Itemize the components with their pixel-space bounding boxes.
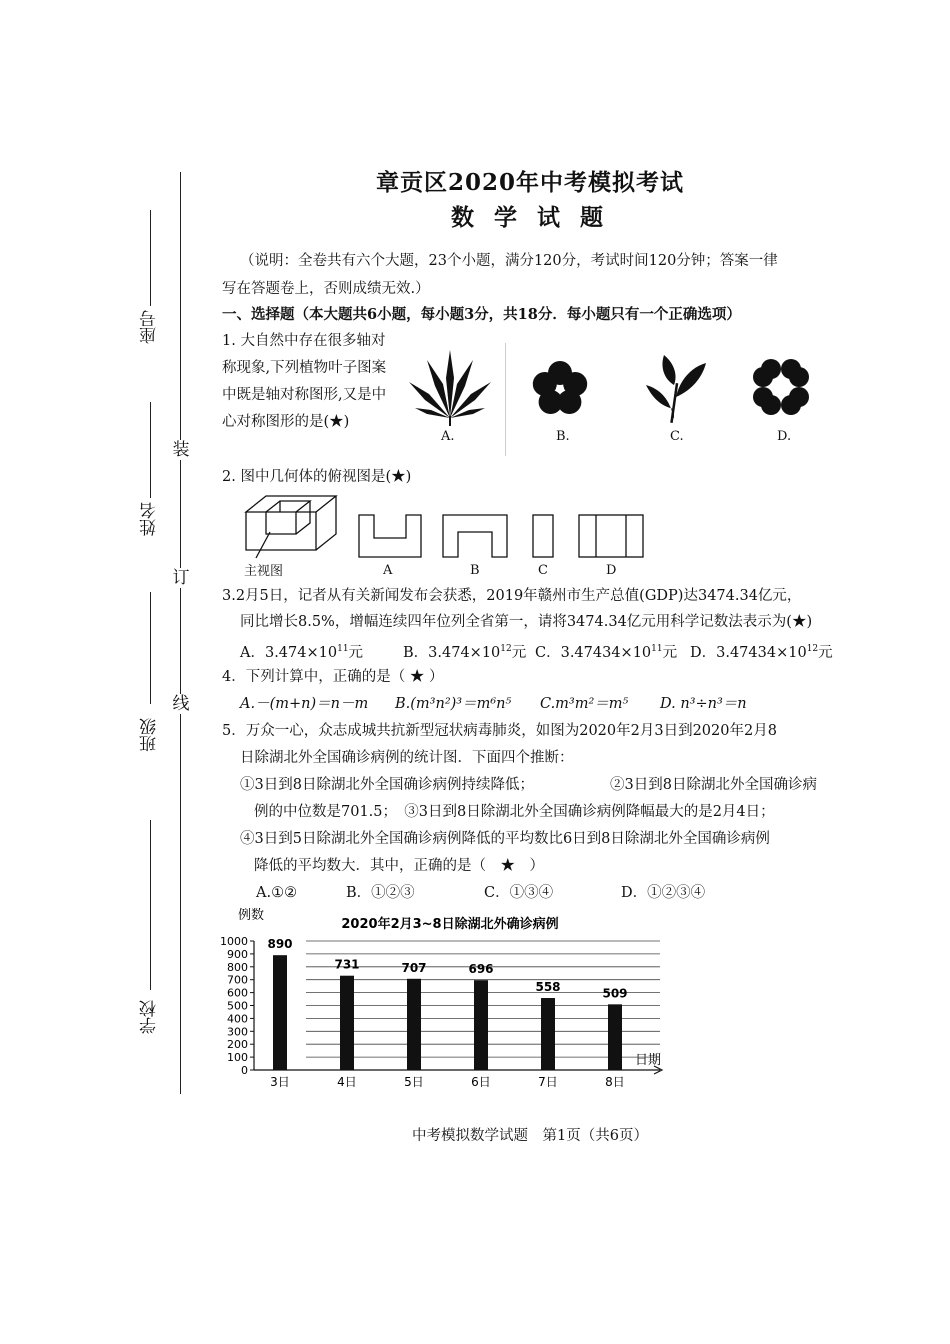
q4-option-d: D. n³÷n³＝n bbox=[660, 696, 747, 712]
q4-text: 4．下列计算中，正确的是（ ★ ） bbox=[222, 669, 444, 685]
q1-figure-c bbox=[632, 343, 722, 456]
q3-option-b: B．$3.474\times 10^{12}$元 bbox=[403, 644, 527, 661]
q3-option-d: D．$3.47434\times 10^{12}$元 bbox=[690, 644, 833, 661]
chart-bar bbox=[541, 998, 555, 1070]
chart-y-tick-label: 600 bbox=[227, 986, 248, 1000]
page-footer: 中考模拟数学试题 第1页（共6页） bbox=[412, 1128, 648, 1144]
chart-title: 2020年2月3~8日除湖北外确诊病例 bbox=[341, 917, 559, 932]
chart-data-label: 707 bbox=[401, 960, 427, 975]
chart-bar bbox=[407, 979, 421, 1070]
q5-line-6: 降低的平均数大．其中，正确的是（ ★ ） bbox=[254, 858, 544, 874]
q1-text: 1. 大自然中存在很多轴对称现象,下列植物叶子图案中既是轴对称图形,又是中心对称图形的是(★) bbox=[222, 333, 387, 430]
class-blank-line bbox=[150, 592, 151, 704]
binding-line bbox=[180, 172, 181, 1094]
chart-y-tick-label: 200 bbox=[227, 1038, 248, 1052]
chart-y-tick-label: 400 bbox=[227, 1012, 248, 1026]
chart-x-tick-label: 5日 bbox=[404, 1075, 424, 1089]
q2-front-view-label: 主视图 bbox=[244, 564, 284, 579]
instructions-line-1: （说明：全卷共有六个大题，23个小题，满分120分，考试时间120分钟；答案一律 bbox=[240, 253, 778, 269]
chart-data-label: 509 bbox=[602, 986, 628, 1001]
q1-option-a-label: A. bbox=[441, 429, 455, 444]
binding-mark-xian: 线 bbox=[170, 694, 192, 714]
five-petal-flower-icon bbox=[530, 359, 590, 419]
chart-bar bbox=[273, 955, 287, 1070]
class-label: 班级 bbox=[140, 718, 160, 752]
q5-option-d: D．①②③④ bbox=[621, 885, 706, 901]
q5-line-1: 5．万众一心，众志成城共抗新型冠状病毒肺炎，如图为2020年2月3日到2020年2月8 bbox=[222, 723, 777, 739]
q4-option-a: A.－(m+n)＝n－m bbox=[240, 696, 369, 712]
q2-option-a-figure bbox=[358, 514, 422, 558]
q1-figure-b bbox=[520, 343, 610, 456]
q2-option-d-label: D bbox=[606, 563, 617, 578]
chart-data-label: 696 bbox=[468, 962, 494, 977]
name-blank-line bbox=[150, 402, 151, 498]
chart-bar bbox=[608, 1004, 622, 1070]
name-label: 姓名 bbox=[140, 502, 160, 536]
q3-option-c: C．$3.47434\times 10^{11}$元 bbox=[535, 644, 678, 661]
school-label: 学校 bbox=[140, 1000, 160, 1034]
seat-label: 座号 bbox=[140, 310, 160, 344]
q3-line-2: 同比增长8.5%，增幅连续四年位列全省第一，请将3474.34亿元用科学记数法表示为(★) bbox=[240, 614, 813, 630]
q2-text: 2. 图中几何体的俯视图是(★) bbox=[222, 469, 412, 485]
school-blank-line bbox=[150, 820, 151, 990]
chart-y-tick-label: 1000 bbox=[220, 935, 248, 948]
four-leaf-clover-icon bbox=[749, 355, 813, 419]
q1-option-b-label: B. bbox=[556, 429, 570, 444]
q2-option-a-label: A bbox=[383, 563, 393, 578]
q5-line-4: 例的中位数是701.5； ③3日到8日除湖北外全国确诊病例降幅最大的是2月4日； bbox=[254, 804, 775, 820]
chart-bar bbox=[474, 980, 488, 1070]
chart-bar bbox=[340, 976, 354, 1070]
chart-xlabel: 日期 bbox=[634, 1053, 662, 1068]
q5-statement-4: ④3日到5日除湖北外全国确诊病例降低的平均数比6日到8日除湖北外全国确诊病例 bbox=[240, 831, 770, 847]
chart-data-label: 731 bbox=[334, 957, 360, 972]
q2-solid-figure bbox=[240, 492, 340, 562]
q1-figure-a bbox=[405, 343, 506, 456]
cannabis-leaf-icon bbox=[405, 348, 495, 428]
q5-statement-2: ②3日到8日除湖北外全国确诊病 bbox=[610, 777, 817, 793]
chart-y-tick-label: 700 bbox=[227, 973, 248, 987]
chart-x-tick-label: 7日 bbox=[538, 1075, 558, 1089]
chart-y-tick-label: 800 bbox=[227, 960, 248, 974]
q1-option-d-label: D. bbox=[777, 429, 792, 444]
q2-option-b-figure bbox=[442, 514, 508, 558]
chart-data-label: 558 bbox=[535, 980, 561, 995]
q2-option-c-figure bbox=[532, 514, 554, 558]
exam-subtitle: 数 学 试 题 bbox=[450, 204, 610, 231]
chart-x-tick-label: 6日 bbox=[471, 1075, 491, 1089]
chart-x-tick-label: 4日 bbox=[337, 1075, 357, 1089]
section-1-heading: 一、选择题（本大题共6小题，每小题3分，共18分．每小题只有一个正确选项） bbox=[222, 306, 741, 323]
q5-option-c: C．①③④ bbox=[484, 885, 554, 901]
q3-line-1: 3.2月5日，记者从有关新闻发布会获悉，2019年赣州市生产总值(GDP)达3474.34亿元， bbox=[222, 588, 802, 604]
q5-line-2: 日除湖北外全国确诊病例的统计图．下面四个推断： bbox=[240, 750, 574, 766]
chart-x-tick-label: 8日 bbox=[605, 1075, 625, 1089]
q5-option-b: B．①②③ bbox=[346, 885, 415, 901]
q3-option-a: A．$3.474\times 10^{11}$元 bbox=[240, 644, 364, 661]
leaf-sprig-icon bbox=[640, 349, 710, 424]
q2-option-b-label: B bbox=[470, 563, 480, 578]
chart-x-tick-label: 3日 bbox=[270, 1075, 290, 1089]
q4-option-c: C.m³m²＝m⁵ bbox=[540, 696, 629, 712]
q5-bar-chart bbox=[214, 904, 674, 1090]
q5-statement-1: ①3日到8日除湖北外全国确诊病例持续降低； bbox=[240, 777, 534, 793]
chart-y-tick-label: 100 bbox=[227, 1051, 248, 1065]
binding-mark-ding: 订 bbox=[170, 568, 192, 588]
chart-ylabel: 例数 bbox=[238, 908, 265, 923]
q1-option-c-label: C. bbox=[670, 429, 684, 444]
exam-title: 章贡区2020年中考模拟考试 bbox=[375, 169, 684, 196]
chart-y-tick-label: 900 bbox=[227, 947, 248, 961]
q2-option-c-label: C bbox=[538, 563, 548, 578]
chart-data-label: 890 bbox=[267, 937, 293, 952]
binding-mark-zhuang: 装 bbox=[170, 440, 192, 460]
chart-y-tick-label: 500 bbox=[227, 999, 248, 1013]
q5-option-a: A.①② bbox=[256, 885, 298, 901]
chart-y-tick-label: 0 bbox=[241, 1064, 248, 1077]
chart-y-tick-label: 300 bbox=[227, 1025, 248, 1039]
instructions-line-2: 写在答题卷上，否则成绩无效.） bbox=[222, 281, 430, 297]
q4-option-b: B.(m³n²)³＝m⁶n⁵ bbox=[395, 696, 512, 712]
q2-option-d-figure bbox=[578, 514, 644, 558]
q1-figure-d bbox=[745, 343, 835, 456]
